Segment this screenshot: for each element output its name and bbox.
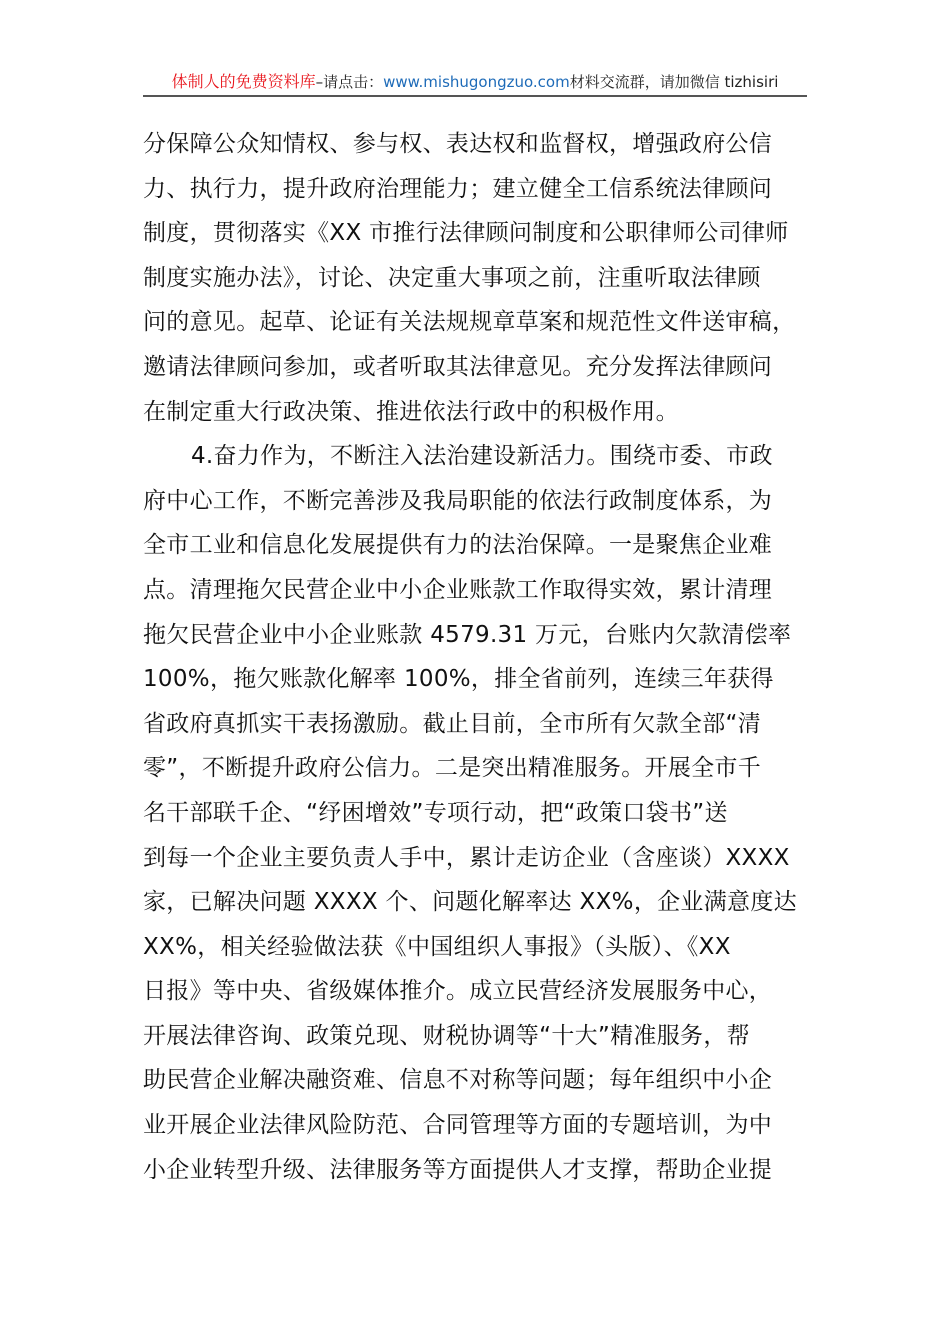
section-heading-line: 4.奋力作为，不断注入法治建设新活力。围绕市委、市政 (191, 443, 773, 470)
text-line: 制度，贯彻落实《XX 市推行法律顾问制度和公职律师公司律师 (143, 220, 789, 247)
text-line: 邀请法律顾问参加，或者听取其法律意见。充分发挥法律顾问 (143, 353, 773, 380)
text-line: 在制定重大行政决策、推进依法行政中的积极作用。 (143, 398, 679, 425)
text-line: 省政府真抓实干表扬激励。截止目前，全市所有欠款全部“清 (143, 710, 762, 737)
header-suffix: 材料交流群，请加微信 tizhisiri (569, 73, 779, 91)
text-line: 业开展企业法律风险防范、合同管理等方面的专题培训，为中 (143, 1112, 773, 1139)
text-line: XX%，相关经验做法获《中国组织人事报》（头版）、《XX (143, 933, 731, 960)
text-line: 府中心工作，不断完善涉及我局职能的依法行政制度体系，为 (143, 487, 773, 514)
site-name: 体制人的免费资料库 (171, 72, 316, 91)
text-line: 分保障公众知情权、参与权、表达权和监督权，增强政府公信 (143, 131, 773, 157)
text-line: 问的意见。起草、论证有关法规规章草案和规范性文件送审稿， (143, 309, 796, 336)
text-line: 力、执行力，提升政府治理能力；建立健全工信系统法律顾问 (143, 175, 773, 202)
text-line: 助民营企业解决融资难、信息不对称等问题；每年组织中小企 (143, 1067, 773, 1094)
text-line: 小企业转型升级、法律服务等方面提供人才支撑，帮助企业提 (143, 1156, 773, 1183)
text-line: 零”，不断提升政府公信力。二是突出精准服务。开展全市千 (143, 755, 762, 782)
text-line: 名干部联千企、“纾困增效”专项行动，把“政策口袋书”送 (143, 799, 728, 826)
text-line: 日报》等中央、省级媒体推介。成立民营经济发展服务中心， (143, 978, 773, 1005)
text-line: 拖欠民营企业中小企业账款 4579.31 万元，台账内欠款清偿率 (143, 621, 792, 648)
document-body (143, 122, 807, 1192)
text-line: 点。清理拖欠民营企业中小企业账款工作取得实效，累计清理 (143, 576, 773, 603)
header-prompt: –请点击： (315, 73, 384, 91)
text-line: 全市工业和信息化发展提供有力的法治保障。一是聚焦企业难 (143, 532, 773, 559)
text-line: 到每一个企业主要负责人手中，累计走访企业（含座谈）XXXX (143, 844, 790, 871)
page-header (143, 67, 807, 97)
site-url-link[interactable]: www.mishugongzuo.com (383, 73, 570, 91)
text-line: 100%，拖欠账款化解率 100%，排全省前列，连续三年获得 (143, 666, 774, 693)
text-line: 制度实施办法》，讨论、决定重大事项之前，注重听取法律顾 (143, 264, 761, 291)
text-line: 开展法律咨询、政策兑现、财税协调等“十大”精准服务，帮 (143, 1022, 750, 1049)
text-line: 家，已解决问题 XXXX 个、问题化解率达 XX%，企业满意度达 (143, 889, 797, 916)
